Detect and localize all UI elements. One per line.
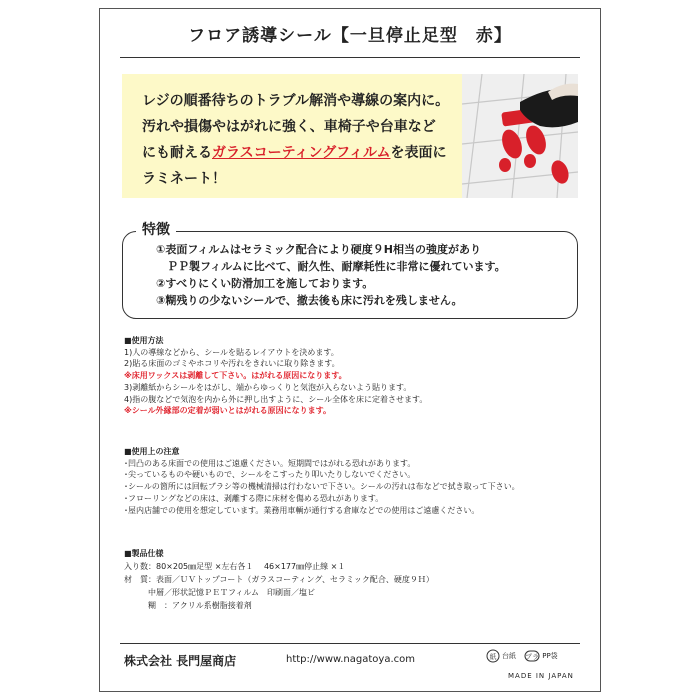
notes-heading: ■使用上の注意 <box>124 447 180 456</box>
hero-line-2: 汚れや損傷やはがれに強く、車椅子や台車など <box>142 119 436 135</box>
made-in-label: MADE IN JAPAN <box>508 672 574 680</box>
usage-line: 1)人の導線などから、シールを貼るレイアウトを決めます。 <box>124 347 339 357</box>
spec-qty: 入り数：80×205㎜足型 ×左右各１ 46×177㎜停止線 ×１ <box>124 562 346 571</box>
note-line: ･凹凸のある床面での使用はご遠慮ください。短期間ではがれる恐れがあります。 <box>124 458 416 468</box>
company-name: 株式会社 長門屋商店 <box>124 654 237 668</box>
features-list <box>156 241 506 309</box>
note-line: ･シールの箇所には回転ブラシ等の機械清掃は行わないで下さい。シールの汚れは布などで拭き取って下さい。 <box>124 482 520 492</box>
paper-recycle-icon <box>486 649 500 663</box>
hero-line-1: レジの順番待ちのトラブル解消や導線の案内に。 <box>142 93 450 109</box>
page-title: フロア誘導シール【一旦停止足型 赤】 <box>188 26 512 46</box>
floor-footprint-photo <box>462 74 578 198</box>
plastic-recycle-label: PP袋 <box>542 652 558 660</box>
usage-warning: ※床用ワックスは剥離して下さい。はがれる原因になります。 <box>124 371 347 381</box>
plastic-recycle-icon <box>524 649 540 663</box>
feature-item: ②すべりにくい防滑加工を施しております。 <box>156 277 374 290</box>
usage-section <box>124 335 427 417</box>
plastic-recycle-mark <box>524 649 557 663</box>
note-line: ･屋内店舗での使用を想定しています。業務用車輌が通行する倉庫などでの使用はご遠慮ください。 <box>124 505 480 515</box>
usage-warning: ※シール外縁部の定着が弱いとはがれる原因になります。 <box>124 406 331 416</box>
footer-divider <box>120 643 580 644</box>
hero-line-3-post: を表面に <box>390 145 447 161</box>
note-line: ･尖っているものや硬いもので、シールをこすったり叩いたりしないでください。 <box>124 470 416 480</box>
spec-material-3: 糊 ：アクリル系樹脂接着剤 <box>124 601 252 610</box>
spec-material-1: 材 質：表面／ＵＶトップコート（ガラスコーティング、セラミック配合、硬度９Ｈ） <box>124 575 434 584</box>
features-label: 特徴 <box>136 219 176 239</box>
hero-line-3 <box>142 140 449 166</box>
hero-highlight: ガラスコーティングフィルム <box>212 145 391 161</box>
usage-line: 2)貼る床面のゴミやホコリや汚れをきれいに取り除きます。 <box>124 359 340 369</box>
company-url: http://www.nagatoya.com <box>286 654 415 665</box>
hero-banner <box>122 74 578 198</box>
specs-section <box>124 547 434 612</box>
feature-item: ＰＰ製フィルムに比べて、耐久性、耐摩耗性に非常に優れています。 <box>156 260 506 273</box>
specs-heading: ■製品仕様 <box>124 549 164 558</box>
hero-line-3-pre: にも耐える <box>142 145 212 161</box>
usage-heading: ■使用方法 <box>124 336 164 345</box>
svg-text:紙: 紙 <box>489 653 497 661</box>
usage-line: 4)指の腹などで気泡を内から外に押し出すように、シール全体を床に定着させます。 <box>124 394 428 404</box>
product-sheet <box>99 8 601 692</box>
hero-line-4: ラミネート！ <box>142 171 226 187</box>
hero-text <box>142 88 449 192</box>
spec-material-2: 中層／形状記憶ＰＥＴフィルム 印刷面／塩ビ <box>124 588 316 597</box>
svg-text:プラ: プラ <box>525 653 540 661</box>
paper-recycle-label: 台紙 <box>502 652 516 660</box>
usage-line: 3)剥離紙からシールをはがし、端からゆっくりと気泡が入らないよう貼ります。 <box>124 382 412 392</box>
feature-item: ③糊残りの少ないシールで、撤去後も床に汚れを残しません。 <box>156 294 463 307</box>
recycle-marks <box>486 649 564 665</box>
note-line: ･フローリングなどの床は、剥離する際に床材を傷める恐れがあります。 <box>124 493 384 503</box>
paper-recycle-mark <box>486 649 516 663</box>
feature-item: ①表面フィルムはセラミック配合により硬度９H相当の強度があり <box>156 243 481 256</box>
title-divider <box>120 57 580 58</box>
notes-section <box>124 446 520 516</box>
